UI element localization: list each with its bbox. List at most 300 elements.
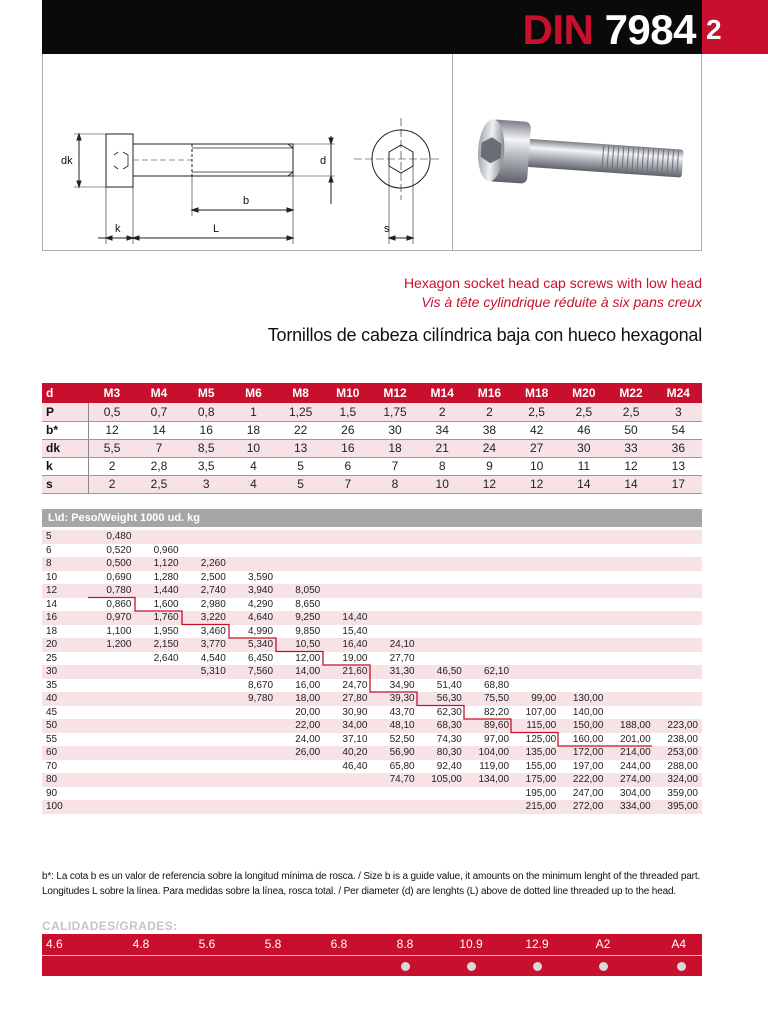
dim-header-cell: M14 — [419, 383, 466, 403]
available-dot-icon — [677, 962, 686, 971]
length-cell: 10 — [46, 571, 58, 583]
dim-header-cell: M10 — [324, 383, 371, 403]
page-number: 2 — [706, 14, 722, 45]
weight-cell — [230, 557, 277, 571]
dim-cell: 6 — [324, 457, 371, 475]
weight-cell: 15,40 — [342, 625, 368, 637]
weight-cell: 30,90 — [342, 706, 368, 718]
dimensions-row — [42, 403, 702, 421]
weight-cell: 99,00 — [513, 692, 560, 706]
dim-cell: 2 — [419, 403, 466, 421]
weight-row — [42, 584, 702, 598]
length-cell: 35 — [46, 679, 58, 691]
weight-cell — [88, 773, 135, 787]
dim-row-label: P — [42, 403, 88, 421]
dim-header-d: d — [42, 383, 88, 403]
weight-cell — [371, 584, 418, 598]
weight-cell — [466, 584, 513, 598]
weight-cell: 6,450 — [247, 652, 274, 664]
weight-cell: 0,860 — [106, 598, 132, 610]
weight-cell: 130,00 — [560, 692, 607, 706]
weight-cell — [655, 706, 702, 720]
dim-cell: 33 — [607, 439, 654, 457]
weight-cell — [607, 571, 654, 585]
available-dot-icon — [401, 962, 410, 971]
weight-cell: 27,80 — [324, 692, 371, 706]
weight-row — [42, 598, 702, 612]
weight-cell: 68,30 — [419, 719, 466, 733]
dimensions-row — [42, 421, 702, 439]
weight-cell — [466, 598, 513, 612]
standard-prefix: DIN — [522, 6, 594, 53]
dim-cell: 2 — [466, 403, 513, 421]
dim-header-cell: M24 — [655, 383, 702, 403]
weight-cell: 222,00 — [560, 773, 607, 787]
weight-cell — [655, 679, 702, 693]
weight-cell — [230, 544, 277, 558]
weight-cell: 272,00 — [560, 800, 607, 814]
dim-cell: 4 — [230, 475, 277, 493]
grade-name: 6.8 — [306, 934, 372, 955]
weight-cell — [230, 530, 277, 544]
weight-cell: 39,30 — [371, 692, 418, 706]
weight-cell: 9,250 — [277, 611, 324, 625]
length-cell: 14 — [46, 598, 58, 610]
weight-cell — [419, 800, 466, 814]
weight-row — [42, 692, 702, 706]
weight-cell — [513, 544, 560, 558]
dim-cell: 2,5 — [135, 475, 182, 493]
weight-cell — [88, 706, 135, 720]
weight-cell — [419, 787, 466, 801]
weight-cell: 238,00 — [667, 733, 698, 745]
dim-header-cell: M3 — [88, 383, 135, 403]
weight-cell: 0,690 — [106, 571, 132, 583]
length-cell: 60 — [42, 746, 88, 760]
weight-cell: 201,00 — [620, 733, 651, 745]
weight-cell — [88, 665, 135, 679]
dim-header-cell: M16 — [466, 383, 513, 403]
dim-cell: 5 — [277, 475, 324, 493]
length-cell: 50 — [42, 719, 88, 733]
label-s: s — [384, 223, 390, 235]
weight-cell: 16,40 — [324, 638, 371, 652]
dim-row-label: s — [42, 475, 88, 493]
dim-row-label: k — [42, 457, 88, 475]
weight-cell: 40,20 — [324, 746, 371, 760]
weight-cell: 107,00 — [525, 706, 557, 718]
dim-cell: 13 — [277, 439, 324, 457]
dim-cell: 36 — [655, 439, 702, 457]
title-spanish: Tornillos de cabeza cilíndrica baja con hueco hexagonal — [267, 325, 702, 345]
grade-name: 12.9 — [504, 934, 570, 955]
weight-cell — [513, 625, 560, 639]
weight-cell: 105,00 — [419, 773, 466, 787]
dim-header-cell: M4 — [135, 383, 182, 403]
weight-cell: 1,440 — [135, 584, 182, 598]
dim-cell: 12 — [607, 457, 654, 475]
weight-cell: 1,950 — [153, 625, 179, 637]
weight-cell: 1,760 — [135, 611, 182, 625]
weight-cell — [371, 787, 418, 801]
subtitle-french: Vis à tête cylindrique réduite à six pans creux — [421, 294, 702, 310]
grade-availability — [438, 955, 504, 976]
length-cell: 70 — [46, 760, 58, 772]
weight-cell: 247,00 — [572, 787, 604, 799]
weight-cell — [88, 733, 135, 747]
weight-cell: 197,00 — [572, 760, 604, 772]
weight-cell — [135, 719, 182, 733]
dim-cell: 7 — [371, 457, 418, 475]
weight-cell — [466, 557, 513, 571]
dim-cell: 7 — [135, 439, 182, 457]
grade-name: A2 — [570, 934, 636, 955]
weight-cell — [466, 625, 513, 639]
weight-cell — [419, 584, 466, 598]
weight-cell: 56,90 — [371, 746, 418, 760]
weight-cell — [466, 652, 513, 666]
weight-cell — [560, 679, 607, 693]
weight-cell: 9,850 — [295, 625, 321, 637]
weight-cell — [466, 544, 513, 558]
weight-cell — [88, 652, 135, 666]
weight-cell — [230, 787, 277, 801]
weight-cell — [607, 530, 654, 544]
weight-cell: 1,280 — [153, 571, 179, 583]
dim-header-cell: M8 — [277, 383, 324, 403]
weight-cell: 4,540 — [200, 652, 226, 664]
length-cell: 25 — [46, 652, 58, 664]
weight-cell: 97,00 — [484, 733, 510, 745]
weight-cell — [277, 571, 324, 585]
weight-cell — [324, 544, 371, 558]
weight-cell — [607, 665, 654, 679]
weight-cell — [655, 598, 702, 612]
weight-cell — [466, 571, 513, 585]
weight-cell: 115,00 — [513, 719, 560, 733]
dim-header-cell: M12 — [371, 383, 418, 403]
length-cell: 16 — [42, 611, 88, 625]
footnote: b*: La cota b es un valor de referencia sobre la longitud mínima de rosca. / Size b is a guide value, it amounts on the minimum lenght of the threaded part. Longitudes L sobre la línea. Para medidas sobre la línea, rosca total. / Per diameter (d) are lenghts (L) above de dotted line threaded up to the head. — [42, 871, 701, 897]
weight-cell — [607, 652, 654, 666]
weight-cell — [135, 692, 182, 706]
weight-cell — [419, 652, 466, 666]
weight-cell — [230, 800, 277, 814]
weight-cell: 244,00 — [620, 760, 651, 772]
length-cell: 80 — [42, 773, 88, 787]
dim-cell: 11 — [560, 457, 607, 475]
weight-cell: 62,10 — [466, 665, 513, 679]
dim-cell: 12 — [513, 475, 560, 493]
weight-cell — [324, 584, 371, 598]
weight-cell — [277, 773, 324, 787]
weight-cell: 1,100 — [106, 625, 132, 637]
weight-cell — [655, 638, 702, 652]
weight-cell — [655, 571, 702, 585]
weight-cell — [655, 625, 702, 639]
weight-cell — [88, 719, 135, 733]
weight-cell — [230, 733, 277, 747]
dim-cell: 16 — [324, 439, 371, 457]
weight-cell: 14,40 — [324, 611, 371, 625]
weight-cell — [324, 773, 371, 787]
weight-cell: 214,00 — [607, 746, 654, 760]
length-cell: 5 — [42, 530, 88, 544]
weight-row — [42, 746, 702, 760]
weight-cell: 5,340 — [230, 638, 277, 652]
grade-name: 5.8 — [240, 934, 306, 955]
weight-cell — [560, 652, 607, 666]
dim-cell: 1,5 — [324, 403, 371, 421]
dim-cell: 17 — [655, 475, 702, 493]
weight-cell: 4,640 — [230, 611, 277, 625]
weight-cell: 43,70 — [389, 706, 415, 718]
screw-photo — [453, 55, 701, 250]
weight-cell: 0,970 — [88, 611, 135, 625]
weight-cell — [324, 557, 371, 571]
dim-cell: 2 — [88, 475, 135, 493]
weight-cell: 0,520 — [106, 544, 132, 556]
weight-cell — [277, 787, 324, 801]
weight-cell — [607, 638, 654, 652]
available-dot-icon — [467, 962, 476, 971]
weight-cell: 119,00 — [479, 760, 510, 772]
dim-cell: 9 — [466, 457, 513, 475]
weight-cell: 125,00 — [525, 733, 557, 745]
weight-cell: 34,90 — [389, 679, 415, 691]
weight-cell — [230, 706, 277, 720]
weight-row — [42, 530, 702, 544]
weight-row — [42, 787, 702, 801]
weight-cell: 1,200 — [88, 638, 135, 652]
dimensions-body — [42, 403, 702, 493]
dim-cell: 0,8 — [183, 403, 230, 421]
weight-cell — [655, 544, 702, 558]
grades-names-row — [42, 934, 702, 955]
dim-cell: 5,5 — [88, 439, 135, 457]
grade-availability — [108, 955, 174, 976]
grade-name: 4.8 — [108, 934, 174, 955]
weight-row — [42, 544, 702, 558]
weight-cell: 52,50 — [389, 733, 415, 745]
weight-cell — [371, 611, 418, 625]
weight-row — [42, 760, 702, 774]
dim-cell: 3 — [183, 475, 230, 493]
weight-cell — [183, 679, 230, 693]
grade-availability — [306, 955, 372, 976]
available-dot-icon — [533, 962, 542, 971]
weight-cell: 150,00 — [560, 719, 607, 733]
weight-cell — [655, 665, 702, 679]
dimensions-row — [42, 457, 702, 475]
weight-cell — [513, 652, 560, 666]
label-d: d — [320, 155, 327, 167]
dim-cell: 2,5 — [607, 403, 654, 421]
dim-cell: 24 — [466, 439, 513, 457]
dim-cell: 3 — [655, 403, 702, 421]
weight-cell: 74,30 — [436, 733, 462, 745]
length-cell: 8 — [42, 557, 88, 571]
weight-cell: 304,00 — [620, 787, 651, 799]
weight-cell — [324, 598, 371, 612]
weight-cell — [324, 571, 371, 585]
technical-drawing — [42, 54, 452, 251]
weight-row — [42, 652, 702, 666]
dimensions-row — [42, 439, 702, 457]
dim-cell: 8,5 — [183, 439, 230, 457]
weight-cell — [277, 760, 324, 774]
dim-cell: 30 — [560, 439, 607, 457]
weight-cell — [419, 557, 466, 571]
weight-cell — [183, 530, 230, 544]
subtitle-english: Hexagon socket head cap screws with low head — [403, 275, 702, 291]
dim-cell: 54 — [655, 421, 702, 439]
weight-cell: 3,770 — [183, 638, 230, 652]
label-dk: dk — [61, 155, 73, 167]
weight-cell: 46,50 — [419, 665, 466, 679]
weight-cell: 188,00 — [607, 719, 654, 733]
weight-row — [42, 625, 702, 639]
grade-name: 8.8 — [372, 934, 438, 955]
weight-cell: 2,150 — [135, 638, 182, 652]
weight-cell: 3,220 — [183, 611, 230, 625]
weight-cell — [560, 625, 607, 639]
dim-cell: 50 — [607, 421, 654, 439]
weight-cell — [135, 800, 182, 814]
length-cell: 30 — [42, 665, 88, 679]
weight-cell — [607, 544, 654, 558]
length-cell: 20 — [42, 638, 88, 652]
weight-cell: 140,00 — [572, 706, 604, 718]
label-b: b — [243, 195, 250, 207]
weight-cell: 4,290 — [247, 598, 274, 610]
weight-cell — [466, 800, 513, 814]
dim-cell: 12 — [88, 421, 135, 439]
weight-cell — [560, 665, 607, 679]
weight-cell — [371, 530, 418, 544]
dim-cell: 16 — [183, 421, 230, 439]
weight-cell — [371, 557, 418, 571]
weight-cell — [419, 598, 466, 612]
weight-cell — [560, 530, 607, 544]
weight-cell: 3,940 — [230, 584, 277, 598]
weight-cell — [135, 733, 182, 747]
weight-cell — [88, 800, 135, 814]
grade-availability — [240, 955, 306, 976]
standard-number: 7984 — [604, 6, 696, 53]
weight-cell: 359,00 — [667, 787, 698, 799]
dim-cell: 1 — [230, 403, 277, 421]
length-cell: 40 — [42, 692, 88, 706]
weight-cell — [183, 706, 230, 720]
weight-cell: 74,70 — [371, 773, 418, 787]
weight-cell — [183, 719, 230, 733]
weight-cell — [607, 706, 654, 720]
weight-cell: 134,00 — [466, 773, 513, 787]
weight-cell — [183, 692, 230, 706]
weight-cell — [419, 530, 466, 544]
weight-cell — [655, 652, 702, 666]
weight-cell: 21,60 — [324, 665, 371, 679]
weight-cell: 18,00 — [277, 692, 324, 706]
weight-cell — [560, 557, 607, 571]
dim-cell: 8 — [371, 475, 418, 493]
weight-cell — [88, 692, 135, 706]
weight-cell: 12,00 — [295, 652, 321, 664]
weight-cell — [466, 611, 513, 625]
weight-cell: 48,10 — [371, 719, 418, 733]
weight-cell: 253,00 — [655, 746, 702, 760]
weight-cell — [466, 638, 513, 652]
weight-cell: 223,00 — [655, 719, 702, 733]
dim-cell: 3,5 — [183, 457, 230, 475]
length-cell: 6 — [46, 544, 52, 556]
weight-cell — [183, 800, 230, 814]
dim-cell: 18 — [230, 421, 277, 439]
weight-cell: 75,50 — [466, 692, 513, 706]
weight-cell: 288,00 — [667, 760, 698, 772]
weight-cell: 324,00 — [655, 773, 702, 787]
weight-cell: 172,00 — [560, 746, 607, 760]
weight-cell — [324, 530, 371, 544]
grade-availability — [636, 955, 702, 976]
weight-cell: 14,00 — [277, 665, 324, 679]
weight-cell: 2,980 — [200, 598, 226, 610]
weight-cell: 104,00 — [466, 746, 513, 760]
weight-cell: 65,80 — [389, 760, 415, 772]
length-cell: 12 — [42, 584, 88, 598]
weight-cell: 2,740 — [183, 584, 230, 598]
weight-cell — [466, 530, 513, 544]
weight-cell: 175,00 — [513, 773, 560, 787]
weight-cell: 89,60 — [466, 719, 513, 733]
weight-cell: 46,40 — [342, 760, 368, 772]
dim-cell: 13 — [655, 457, 702, 475]
weight-cell: 26,00 — [277, 746, 324, 760]
weight-cell — [419, 638, 466, 652]
weight-cell: 0,960 — [153, 544, 179, 556]
weight-cell: 5,310 — [183, 665, 230, 679]
weight-cell — [513, 598, 560, 612]
weight-cell — [371, 800, 418, 814]
weight-row — [42, 679, 702, 693]
dim-header-cell: M6 — [230, 383, 277, 403]
weight-row — [42, 773, 702, 787]
dim-cell: 10 — [230, 439, 277, 457]
standard-title — [523, 8, 696, 52]
grades-availability-row — [42, 955, 702, 976]
weight-cell: 62,30 — [436, 706, 462, 718]
dim-cell: 7 — [324, 475, 371, 493]
weight-cell: 68,80 — [484, 679, 510, 691]
dim-cell: 27 — [513, 439, 560, 457]
weight-row — [42, 706, 702, 720]
weight-cell: 9,780 — [230, 692, 277, 706]
weight-cell: 0,780 — [88, 584, 135, 598]
weight-row — [42, 800, 702, 814]
weight-cell: 51,40 — [436, 679, 462, 691]
weight-cell — [419, 625, 466, 639]
length-cell: 90 — [46, 787, 58, 799]
weight-cell: 92,40 — [436, 760, 462, 772]
weight-cell: 0,480 — [88, 530, 135, 544]
weight-cell — [135, 530, 182, 544]
dim-cell: 8 — [419, 457, 466, 475]
weight-cell — [419, 544, 466, 558]
dim-header-cell: M18 — [513, 383, 560, 403]
weight-cell: 80,30 — [419, 746, 466, 760]
weight-cell: 195,00 — [525, 787, 557, 799]
